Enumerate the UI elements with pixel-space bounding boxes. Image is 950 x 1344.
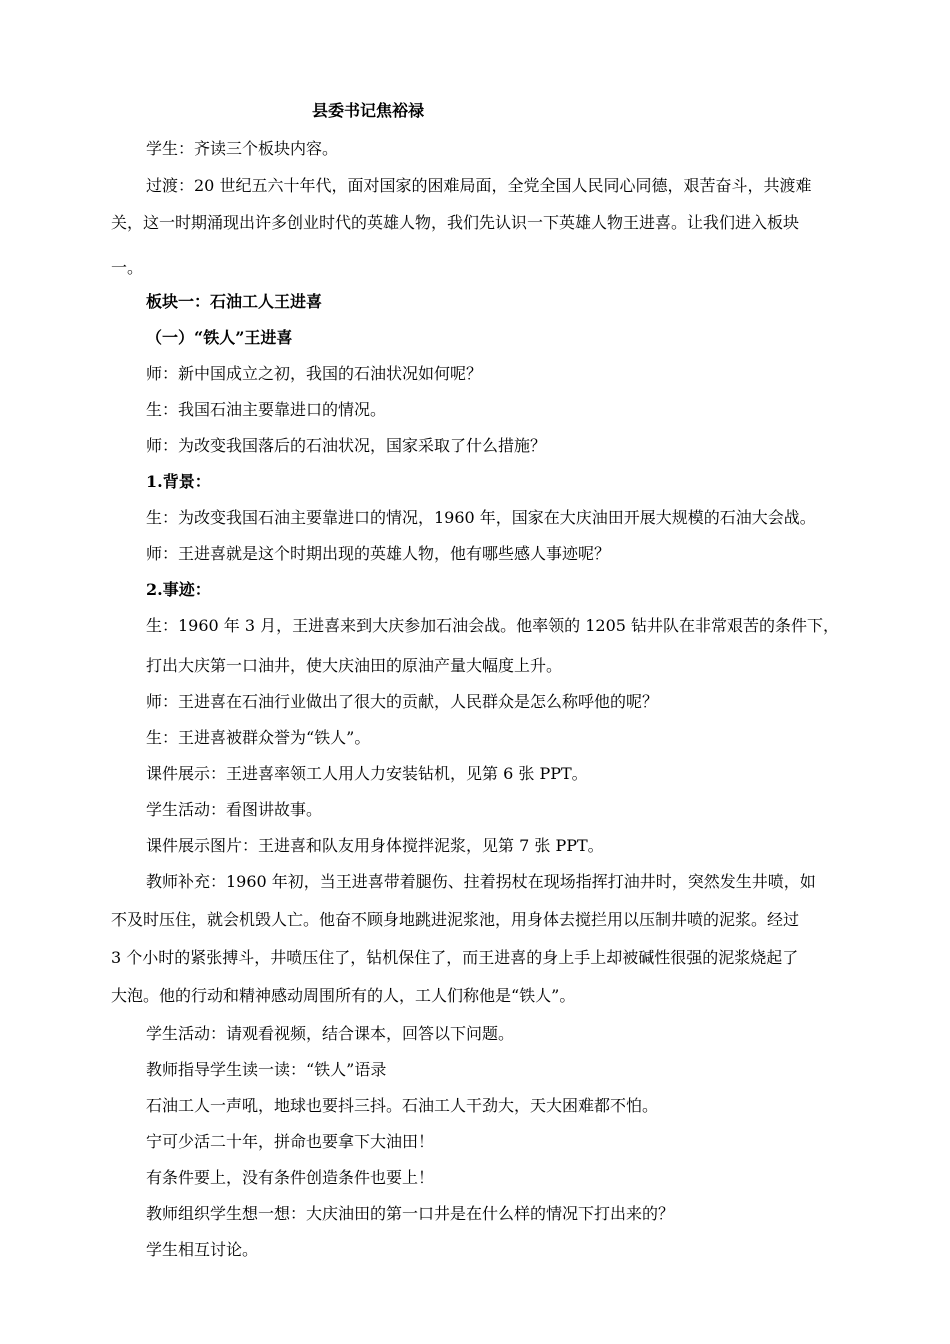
paragraph-line: 3 个小时的紧张搏斗，井喷压住了，钻机保住了，而王进喜的身上手上却被碱性很强的泥浆烧起了 xyxy=(111,948,799,967)
paragraph-line: 过渡：20 世纪五六十年代，面对国家的困难局面，全党全国人民同心同德，艰苦奋斗，共渡难 xyxy=(146,176,812,195)
item-heading: 1.背景： xyxy=(146,472,211,491)
paragraph-line: 宁可少活二十年，拼命也要拿下大油田！ xyxy=(146,1132,435,1151)
paragraph-line: 一。 xyxy=(111,258,144,277)
paragraph-line: 不及时压住，就会机毁人亡。他奋不顾身地跳进泥浆池，用身体去搅拦用以压制井喷的泥浆。经过 xyxy=(111,910,800,929)
paragraph-line: 石油工人一声吼，地球也要抖三抖。石油工人干劲大，天大困难都不怕。 xyxy=(146,1096,659,1115)
paragraph-line: 学生活动：看图讲故事。 xyxy=(146,800,323,819)
paragraph-line: 生：王进喜被群众誉为“铁人”。 xyxy=(146,728,371,747)
paragraph-line: 课件展示：王进喜率领工人用人力安装钻机，见第 6 张 PPT。 xyxy=(146,764,588,783)
item-heading: 2.事迹： xyxy=(146,580,211,599)
document-title: 县委书记焦裕禄 xyxy=(312,101,425,120)
paragraph-line: 生：我国石油主要靠进口的情况。 xyxy=(146,400,387,419)
paragraph-line: 学生：齐读三个板块内容。 xyxy=(146,139,339,158)
paragraph-line: 教师组织学生想一想：大庆油田的第一口井是在什么样的情况下打出来的？ xyxy=(146,1204,675,1223)
paragraph-line: 学生活动：请观看视频，结合课本，回答以下问题。 xyxy=(146,1024,515,1043)
paragraph-line: 教师指导学生读一读：“铁人”语录 xyxy=(146,1060,387,1079)
paragraph-line: 师：新中国成立之初，我国的石油状况如何呢？ xyxy=(146,364,483,383)
paragraph-line: 学生相互讨论。 xyxy=(146,1240,259,1259)
paragraph-line: 有条件要上，没有条件创造条件也要上！ xyxy=(146,1168,435,1187)
subsection-heading: （一）“铁人”王进喜 xyxy=(146,328,293,347)
paragraph-line: 生：1960 年 3 月，王进喜来到大庆参加石油会战。他率领的 1205 钻井队在非常艰苦的条件下， xyxy=(146,616,840,635)
paragraph-line: 课件展示图片：王进喜和队友用身体搅拌泥浆，见第 7 张 PPT。 xyxy=(146,836,604,855)
paragraph-line: 生：为改变我国石油主要靠进口的情况，1960 年，国家在大庆油田开展大规模的石油大会战。 xyxy=(146,508,816,527)
paragraph-line: 关，这一时期涌现出许多创业时代的英雄人物，我们先认识一下英雄人物王进喜。让我们进入板块 xyxy=(111,213,800,232)
paragraph-line: 师：王进喜在石油行业做出了很大的贡献，人民群众是怎么称呼他的呢？ xyxy=(146,692,659,711)
paragraph-line: 师：王进喜就是这个时期出现的英雄人物，他有哪些感人事迹呢？ xyxy=(146,544,611,563)
paragraph-line: 打出大庆第一口油井，使大庆油田的原油产量大幅度上升。 xyxy=(146,656,563,675)
paragraph-line: 大泡。他的行动和精神感动周围所有的人，工人们称他是“铁人”。 xyxy=(111,986,576,1005)
paragraph-line: 教师补充：1960 年初，当王进喜带着腿伤、拄着拐杖在现场指挥打油井时，突然发生井喷，如 xyxy=(146,872,816,891)
paragraph-line: 师：为改变我国落后的石油状况，国家采取了什么措施？ xyxy=(146,436,547,455)
section-heading: 板块一：石油工人王进喜 xyxy=(146,292,323,311)
